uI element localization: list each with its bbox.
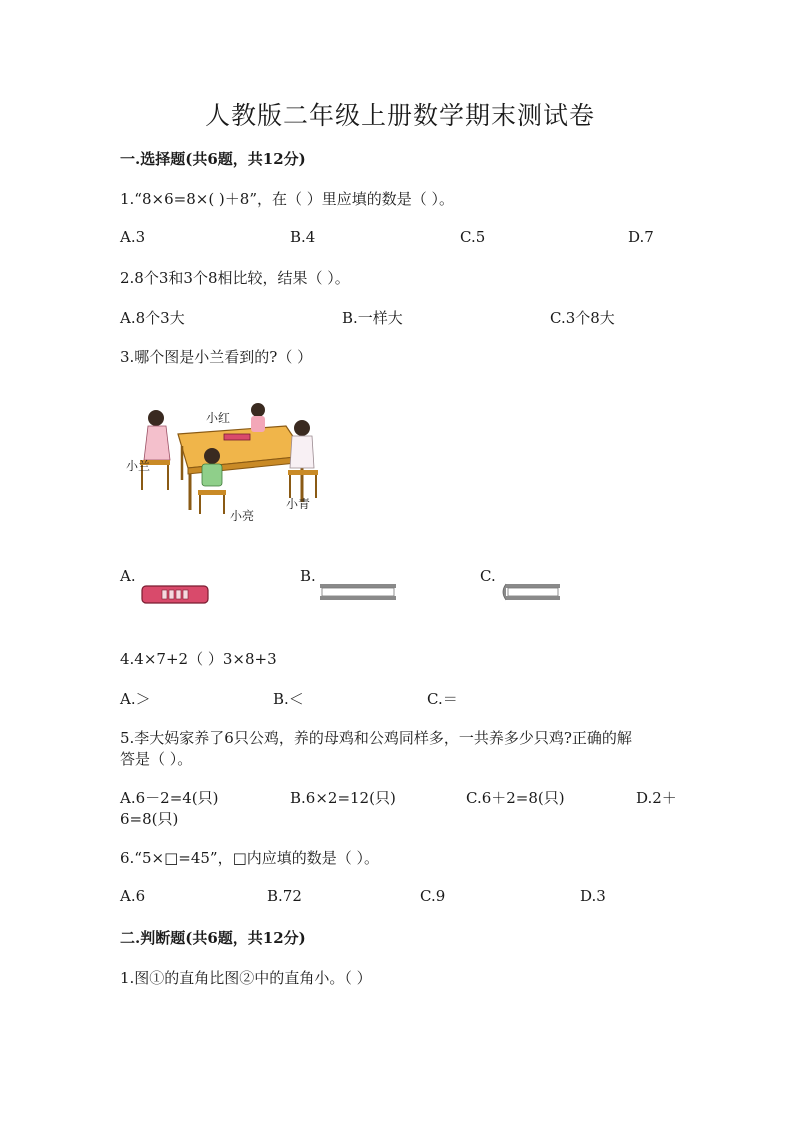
question-1-option-a: A.3 <box>120 228 146 246</box>
question-1-stem: 1.“8×6=8×( )＋8”，在（ ）里应填的数是（ ）。 <box>120 190 455 208</box>
question-1-option-c: C.5 <box>460 228 486 246</box>
question-4-stem: 4.4×7+2（ ）3×8+3 <box>120 650 277 668</box>
question-2-option-c: C.3个8大 <box>550 309 615 327</box>
question-4-option-a: A.＞ <box>120 690 151 708</box>
judgement-question-1-stem: 1.图①的直角比图②中的直角小。（ ） <box>120 969 372 987</box>
figure-label-xiaolan: 小兰 <box>126 459 151 473</box>
question-1-option-b: B.4 <box>290 228 316 246</box>
question-6-option-b: B.72 <box>267 887 302 905</box>
question-2-option-a: A.8个3大 <box>120 309 185 327</box>
question-6-option-c: C.9 <box>420 887 446 905</box>
question-4-option-c: C.＝ <box>427 690 458 708</box>
question-3-option-a: A. <box>120 567 136 585</box>
figure-label-xiaoliang: 小亮 <box>230 509 255 523</box>
page-title: 人教版二年级上册数学期末测试卷 <box>204 101 595 130</box>
question-6-stem: 6.“5×□=45”，□内应填的数是（ ）。 <box>120 849 380 867</box>
question-6-option-a: A.6 <box>120 887 146 905</box>
question-5-option-d: D.2＋ <box>636 789 677 807</box>
question-5-option-a: A.6－2=4(只) <box>120 789 219 807</box>
section-heading-choice: 一.选择题(共6题，共12分) <box>120 150 306 168</box>
figure-label-xiaohong: 小红 <box>206 411 231 425</box>
section-heading-judgement: 二.判断题(共6题，共12分) <box>120 929 306 947</box>
question-5-stem-line2: 答是（ ）。 <box>120 750 193 768</box>
question-3-option-b: B. <box>300 567 316 585</box>
question-6-option-d: D.3 <box>580 887 606 905</box>
classroom-table-illustration <box>126 398 326 538</box>
figure-label-xiaoqing: 小青 <box>286 497 311 511</box>
question-4-option-b: B.＜ <box>273 690 304 708</box>
question-3-stem: 3.哪个图是小兰看到的?（ ） <box>120 348 313 366</box>
question-5-option-d-continued: 6=8(只) <box>120 810 179 828</box>
question-2-stem: 2.8个3和3个8相比较，结果（ ）。 <box>120 269 350 287</box>
book-spine-view-icon <box>140 584 210 606</box>
book-side-edge-view-icon <box>500 582 562 602</box>
book-top-edge-view-icon <box>318 582 398 602</box>
question-5-stem-line1: 5.李大妈家养了6只公鸡，养的母鸡和公鸡同样多，一共养多少只鸡?正确的解 <box>120 729 632 747</box>
question-5-option-b: B.6×2=12(只) <box>290 789 396 807</box>
question-5-option-c: C.6＋2=8(只) <box>466 789 565 807</box>
question-1-option-d: D.7 <box>628 228 654 246</box>
question-3-option-c: C. <box>480 567 496 585</box>
question-2-option-b: B.一样大 <box>342 309 403 327</box>
